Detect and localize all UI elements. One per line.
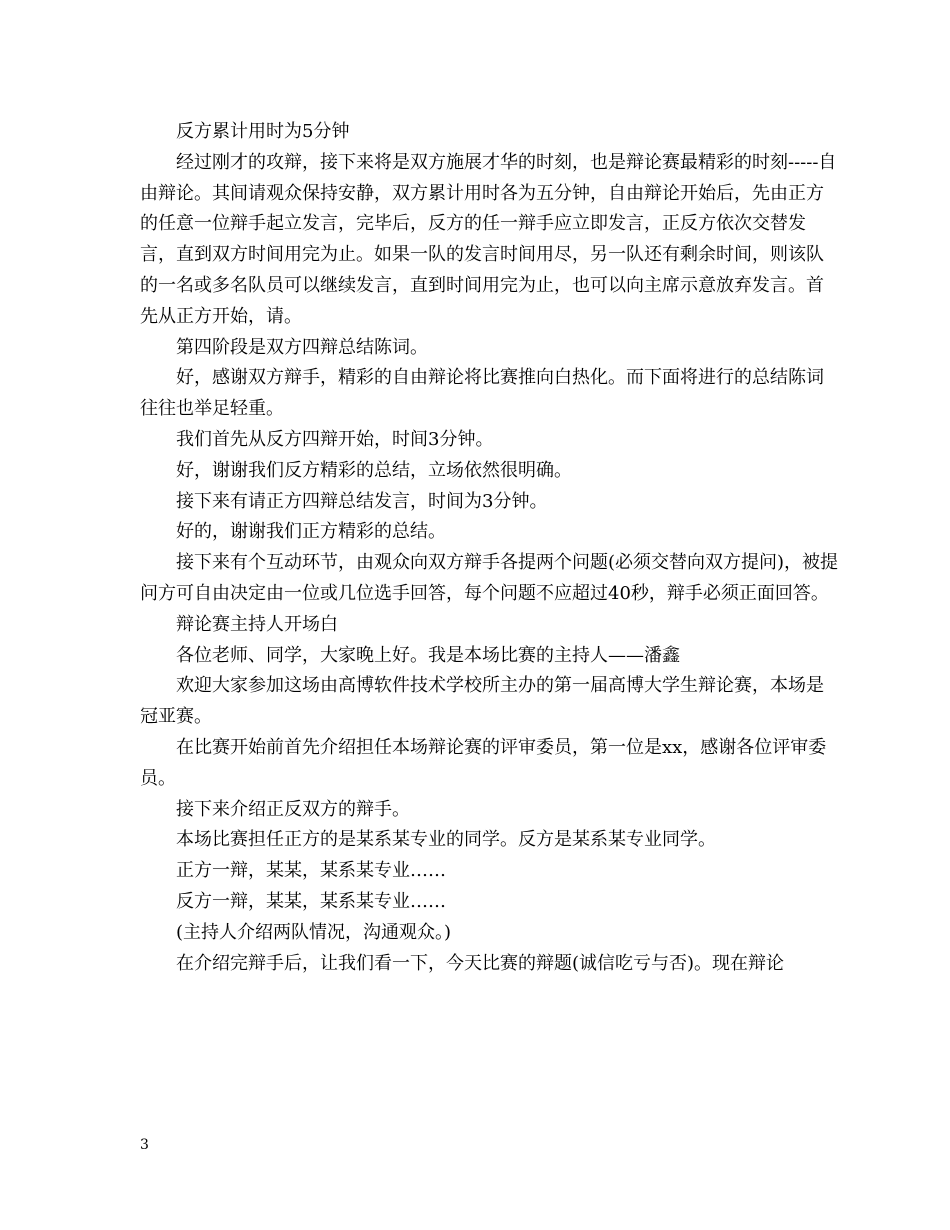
paragraph: 欢迎大家参加这场由高博软件技术学校所主办的第一届高博大学生辩论赛，本场是冠亚赛。 xyxy=(140,675,824,728)
page-number: 3 xyxy=(140,1137,149,1153)
paragraph: 我们首先从反方四辩开始，时间3分钟。 xyxy=(176,428,494,450)
paragraph: 好的，谢谢我们正方精彩的总结。 xyxy=(176,521,446,543)
paragraph: 反方累计用时为5分钟 xyxy=(176,121,350,142)
paragraph: 接下来有请正方四辩总结发言，时间为3分钟。 xyxy=(176,490,548,512)
paragraph: 正方一辩，某某，某系某专业…… xyxy=(176,860,446,882)
paragraph: 在比赛开始前首先介绍担任本场辩论赛的评审委员，第一位是xx，感谢各位评审委员。 xyxy=(140,736,827,789)
paragraph: 第四阶段是双方四辩总结陈词。 xyxy=(176,336,428,358)
paragraph: 经过刚才的攻辩，接下来将是双方施展才华的时刻，也是辩论赛最精彩的时刻-----自由辩论。其间请观众保持安静，双方累计用时各为五分钟，自由辩论开始后，先由正方的任意一位辩手起立发言，完毕后，反方的任一辩手应立即发言，正反方依次交替发言，直到双方时间用完为止。如果一队的发言时间用尽，另一队还有剩余时间，则该队的一名或多名队员可以继续发言，直到时间用完为止，也可以向主席示意放弃发言。首先从正方开始，请。 xyxy=(140,151,837,327)
body-text xyxy=(140,117,840,979)
paragraph: 好，感谢双方辩手，精彩的自由辩论将比赛推向白热化。而下面将进行的总结陈词往往也举足轻重。 xyxy=(140,367,824,420)
paragraph: 本场比赛担任正方的是某系某专业的同学。反方是某系某专业同学。 xyxy=(176,829,716,851)
paragraph: 反方一辩，某某，某系某专业…… xyxy=(176,890,446,912)
paragraph: 接下来介绍正反双方的辩手。 xyxy=(176,798,410,820)
paragraph: 好，谢谢我们反方精彩的总结，立场依然很明确。 xyxy=(176,459,572,481)
paragraph: 接下来有个互动环节，由观众向双方辩手各提两个问题(必须交替向双方提问)，被提问方可自由决定由一位或几位选手回答，每个问题不应超过40秒，辩手必须正面回答。 xyxy=(140,552,839,604)
paragraph: 在介绍完辩手后，让我们看一下，今天比赛的辩题(诚信吃亏与否)。现在辩论 xyxy=(176,952,785,974)
paragraph: (主持人介绍两队情况，沟通观众。) xyxy=(176,921,452,943)
paragraph: 各位老师、同学，大家晚上好。我是本场比赛的主持人——潘鑫 xyxy=(176,644,680,666)
section-heading: 辩论赛主持人开场白 xyxy=(176,613,338,635)
